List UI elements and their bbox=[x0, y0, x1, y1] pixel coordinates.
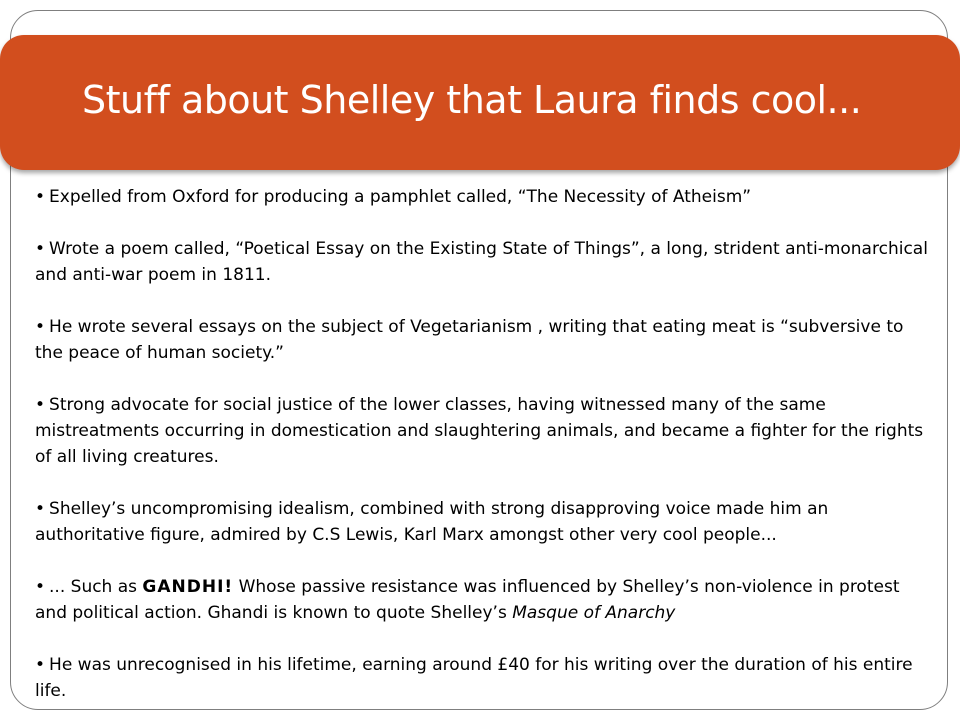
bullet-dot: • bbox=[35, 187, 46, 207]
bullet-dot: • bbox=[35, 655, 46, 675]
bullet-item bbox=[35, 574, 935, 626]
bullet-dot: • bbox=[35, 499, 46, 519]
bullet-list bbox=[35, 184, 935, 704]
bullet-dot: • bbox=[35, 577, 46, 597]
bullet-text-prefix: ... Such as bbox=[49, 577, 143, 597]
bullet-item bbox=[35, 652, 935, 704]
bullet-dot: • bbox=[35, 317, 46, 337]
slide-title: Stuff about Shelley that Laura finds cool... bbox=[82, 78, 862, 122]
bullet-text: He was unrecognised in his lifetime, earning around £40 for his writing over the duration of his entire life. bbox=[35, 655, 913, 701]
bullet-dot: • bbox=[35, 239, 46, 259]
bullet-item bbox=[35, 184, 935, 210]
bullet-text-middle: Whose passive resistance was influenced by Shelley’s non-violence in protest and political action. Ghandi is known to quote Shelley’s bbox=[35, 577, 900, 623]
bullet-text: Strong advocate for social justice of the lower classes, having witnessed many of the same mistreatments occurring in domestication and slaughtering animals, and became a fighter for the rights of all living creatures. bbox=[35, 395, 924, 467]
bullet-dot: • bbox=[35, 395, 46, 415]
gandhi-emphasis: GANDHI! bbox=[142, 577, 234, 597]
bullet-item bbox=[35, 314, 935, 366]
bullet-text: Expelled from Oxford for producing a pamphlet called, “The Necessity of Atheism” bbox=[49, 187, 752, 207]
bullet-item bbox=[35, 496, 935, 548]
bullet-text: He wrote several essays on the subject of Vegetarianism , writing that eating meat is “subversive to the peace of human society.” bbox=[35, 317, 904, 363]
bullet-text: Wrote a poem called, “Poetical Essay on the Existing State of Things”, a long, strident anti-monarchical and anti-war poem in 1811. bbox=[35, 239, 928, 285]
masque-title: Masque of Anarchy bbox=[512, 603, 676, 623]
bullet-item bbox=[35, 392, 935, 470]
bullet-item bbox=[35, 236, 935, 288]
bullet-text: Shelley’s uncompromising idealism, combined with strong disapproving voice made him an authoritative figure, admired by C.S Lewis, Karl Marx amongst other very cool people... bbox=[35, 499, 829, 545]
